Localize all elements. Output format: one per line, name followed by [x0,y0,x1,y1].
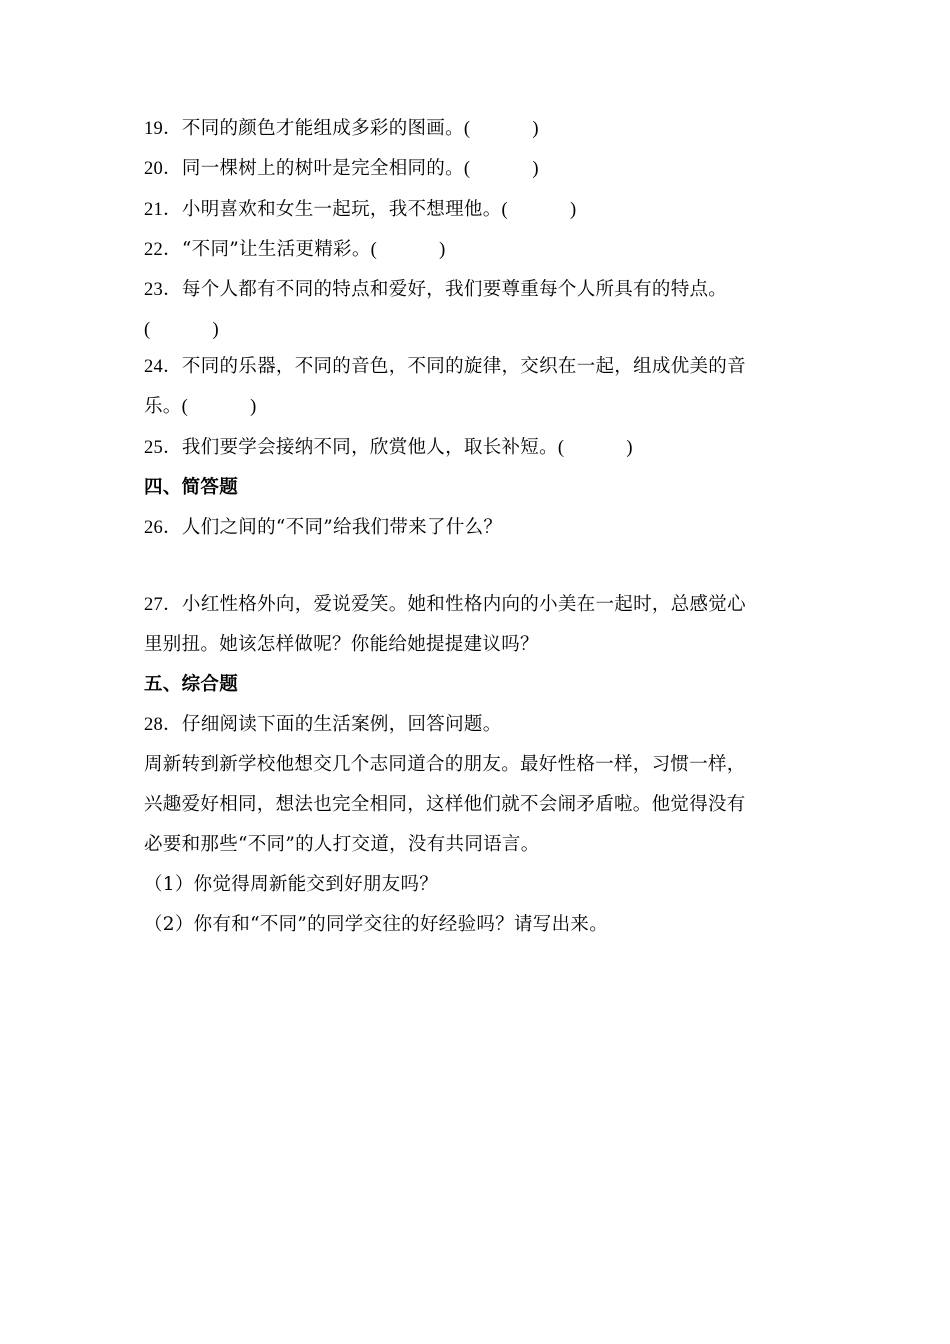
question-25 [144,436,824,460]
question-number: 26． [144,518,182,538]
question-text: 我们要学会接纳不同，欣赏他人，取长补短。 [181,437,558,458]
question-20 [144,157,824,181]
question-24 [144,355,824,379]
question-text: 里别扭。她该怎样做呢？你能给她提提建议吗？ [144,634,539,655]
question-text: 乐。 [144,396,182,417]
answer-paren-close: ) [439,240,446,260]
section-heading-short-answer: 四、简答题 [144,477,239,498]
answer-paren-close: ) [532,119,539,139]
question-text: 小明喜欢和女生一起玩，我不想理他。 [181,199,502,220]
answer-paren-close: ) [212,320,219,340]
question-number: 24． [144,357,182,377]
answer-paren-close: ) [532,159,539,179]
sub-question-2: （2）你有和“不同”的同学交往的好经验吗？请写出来。 [144,914,608,935]
question-number: 19． [144,119,182,139]
question-28 [144,713,824,737]
answer-paren-open: ( [501,200,508,220]
question-text: 仔细阅读下面的生活案例，回答问题。 [181,714,502,735]
question-text: 人们之间的“不同”给我们带来了什么？ [181,517,503,538]
question-number: 23． [144,280,182,300]
sub-question-1: （1）你觉得周新能交到好朋友吗？ [144,874,439,895]
question-text: 同一棵树上的树叶是完全相同的。 [181,158,464,179]
question-text: 不同的乐器，不同的音色，不同的旋律，交织在一起，组成优美的音 [181,356,746,377]
answer-paren-close: ) [569,200,577,220]
answer-paren-close: ) [626,438,633,458]
question-number: 20． [144,159,182,179]
question-number: 22． [144,240,182,260]
answer-paren-open: ( [181,397,189,417]
question-number: 25． [144,438,182,458]
question-number: 21． [144,200,182,220]
question-27-line2 [144,633,824,657]
case-text-line1: 周新转到新学校他想交几个志同道合的朋友。最好性格一样，习惯一样， [144,754,746,775]
section-heading-comprehensive: 五、综合题 [144,674,239,695]
answer-paren-open: ( [463,159,471,179]
question-number: 27． [144,595,182,615]
question-26 [144,516,824,540]
answer-paren-open: ( [144,320,151,340]
question-24-line2 [144,395,824,419]
question-27 [144,593,824,617]
question-text: 小红性格外向，爱说爱笑。她和性格内向的小美在一起时，总感觉心 [181,594,746,615]
question-22 [144,238,824,262]
answer-paren-open: ( [370,240,378,260]
question-number: 28． [144,715,182,735]
question-text: 不同的颜色才能组成多彩的图画。 [181,118,464,139]
answer-paren-open: ( [463,119,471,139]
question-21 [144,198,824,222]
answer-paren-close: ) [250,397,257,417]
question-19 [144,117,824,141]
case-text-line2: 兴趣爱好相同，想法也完全相同，这样他们就不会闹矛盾啦。他觉得没有 [144,794,746,815]
question-text: 每个人都有不同的特点和爱好，我们要尊重每个人所具有的特点。 [181,279,728,300]
question-23 [144,278,824,302]
answer-paren-open: ( [557,438,565,458]
case-text-line3: 必要和那些“不同”的人打交道，没有共同语言。 [144,834,540,855]
question-text: “不同”让生活更精彩。 [181,239,371,260]
question-23-answer [144,318,824,342]
